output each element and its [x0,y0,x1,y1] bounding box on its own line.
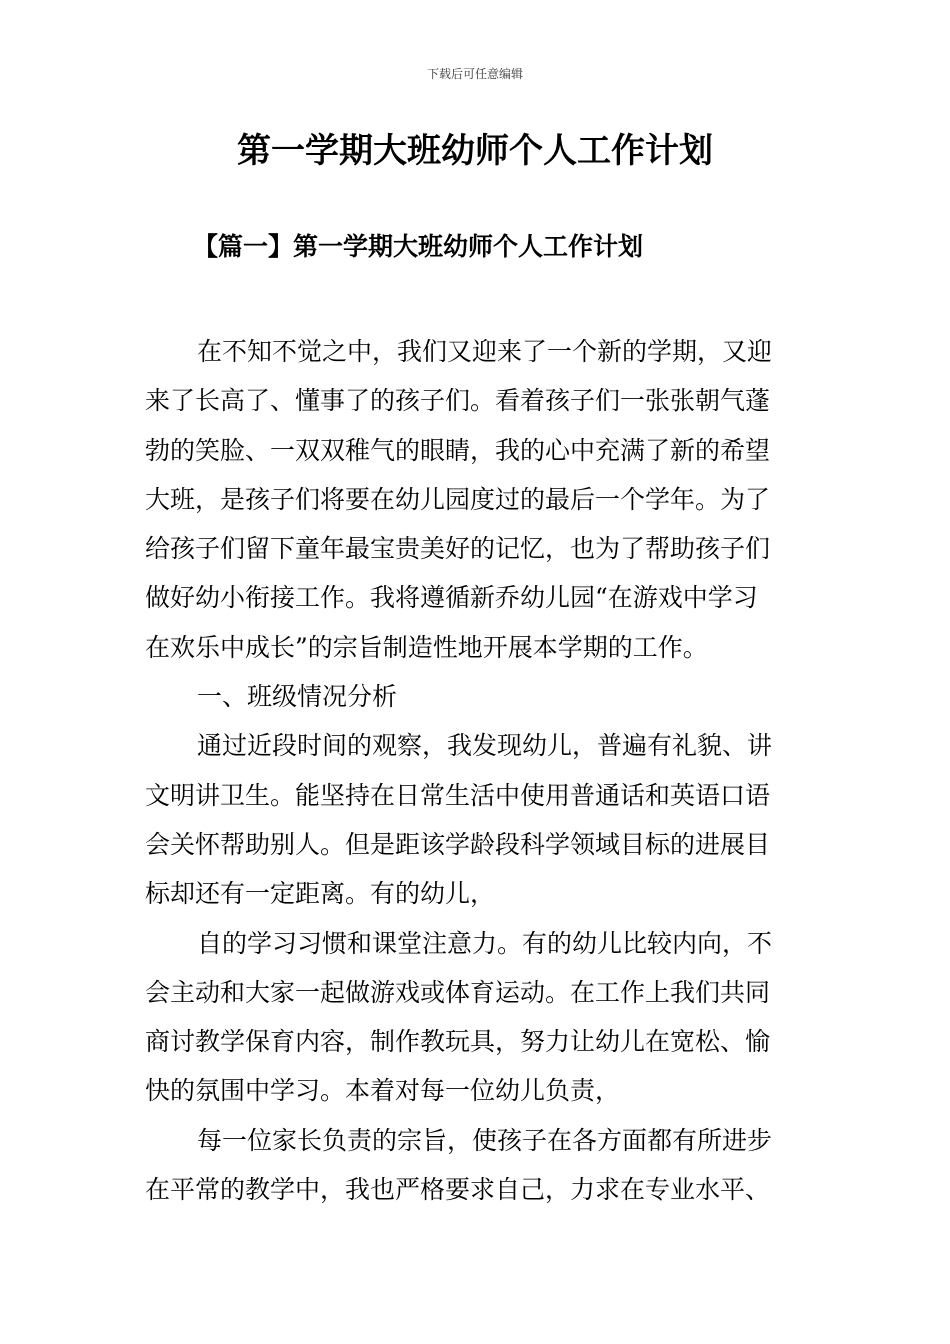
paragraph-line: 每一位家长负责的宗旨，使孩子在各方面都有所进步 [197,1125,773,1155]
paragraph-line: 给孩子们留下童年最宝贵美好的记忆，也为了帮助孩子们 [145,534,771,564]
paragraph-line: 在平常的教学中，我也严格要求自己，力求在专业水平、 [145,1175,771,1205]
paragraph-line: 自的学习习惯和课堂注意力。有的幼儿比较内向，不 [197,928,773,958]
paragraph-line: 在欢乐中成长”的宗旨制造性地开展本学期的工作。 [145,632,708,662]
paragraph-line: 在不知不觉之中，我们又迎来了一个新的学期，又迎 [197,337,773,366]
paragraph-line: 会主动和大家一起做游戏或体育运动。在工作上我们共同 [145,977,771,1007]
subheading-line: 一、班级情况分析 [197,682,398,712]
paragraph-line: 标却还有一定距离。有的幼儿， [145,879,496,909]
paragraph-line: 通过近段时间的观察，我发现幼儿，普遍有礼貌、讲 [197,731,773,761]
body-text [145,327,810,1214]
section-title: 【篇一】第一学期大班幼师个人工作计划 [193,232,644,261]
paragraph-line: 会关怀帮助别人。但是距该学龄段科学领域目标的进展目 [145,829,771,859]
paragraph-line: 大班，是孩子们将要在幼儿园度过的最后一个学年。为了 [145,484,771,514]
paragraph-line: 做好幼小衔接工作。我将遵循新乔幼儿园“在游戏中学习 [145,583,758,613]
paragraph-line: 商讨教学保育内容，制作教玩具，努力让幼儿在宽松、愉 [145,1027,771,1057]
document-title: 第一学期大班幼师个人工作计划 [237,131,713,171]
header-note: 下载后可任意编辑 [426,67,523,81]
paragraph-line: 来了长高了、懂事了的孩子们。看着孩子们一张张朝气蓬 [145,386,771,416]
paragraph-line: 文明讲卫生。能坚持在日常生活中使用普通话和英语口语 [145,780,771,810]
paragraph-line: 快的氛围中学习。本着对每一位幼儿负责， [145,1076,621,1106]
paragraph-line: 勃的笑脸、一双双稚气的眼睛，我的心中充满了新的希望 [145,435,771,465]
